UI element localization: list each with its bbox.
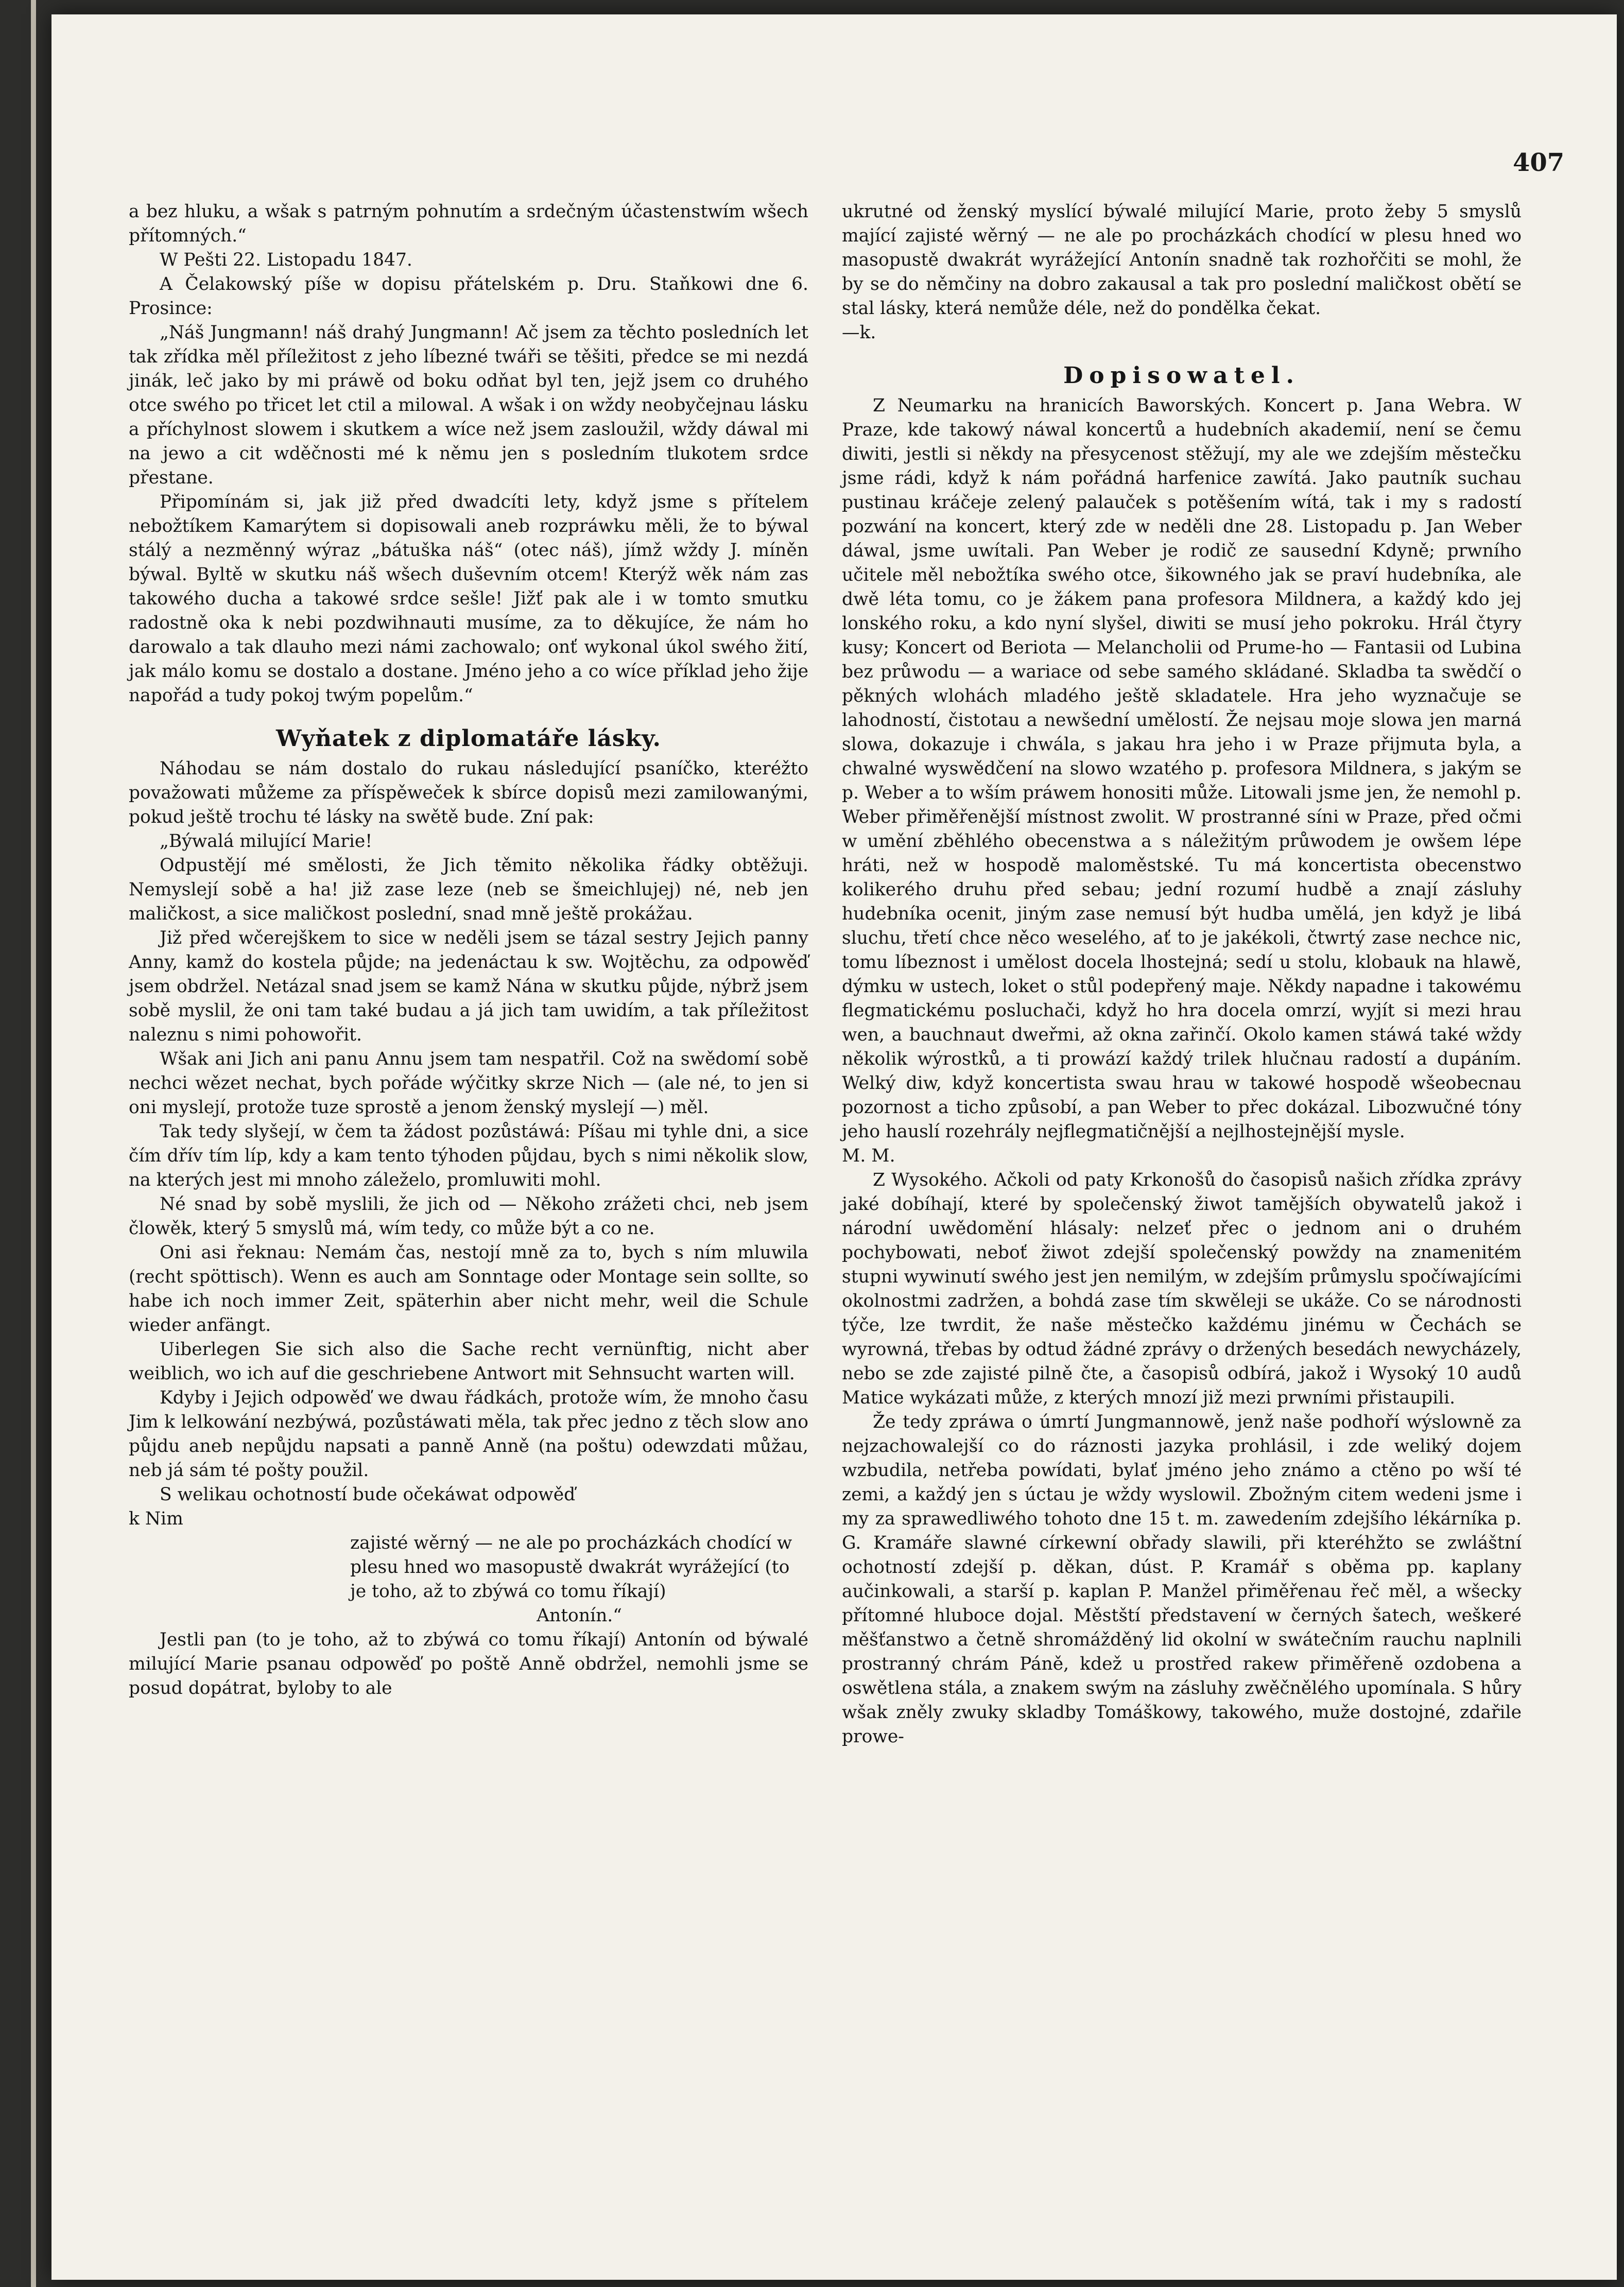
- paragraph: Z Wysokého. Ačkoli od paty Krkonošů do časopisů našich zřídka zprávy jaké dobíhají, které by společenský žiwot tamějších obywatelů jakož i národní uwědomění hlásaly: nelzeť přec o jednom ani o druhém pochybowati, neboť žiwot zdejší společenský powždy na znamenitém stupni wywinutí swého jest jen nemilým, w zdejším průmyslu spočíwajícími okolnostmi zadržen, a bohdá zase tím skwěleji se ukáže. Co se národnosti týče, lze twrdit, že naše městečko každému jinému w Čechách se wyrowná, třebas by odtud žádné zprávy o držených besedách newycházely, nebo se zde zajisté pilně čte, a časopisů odbírá, jakož i Wysoký 10 audů Matice wykázati může, z kterých mnozí již mezi prwními přistaupili.: [842, 1170, 1522, 1408]
- page-number: 407: [1513, 148, 1565, 177]
- right-column: [842, 200, 1522, 1749]
- dateline: W Pešti 22. Listopadu 1847.: [160, 250, 412, 270]
- paragraph: Připomínám si, jak již před dwadcíti lety, když jsme s přítelem nebožtíkem Kamarýtem si dopisowali aneb rozpráwku měli, že to býwal stálý a nezměnný wýraz „bátuška náš“ (otec náš), jímž wždy J. míněn býwal. Byltě w skutku náš wšech duševním otcem! Kterýž wěk nám zas takowého ducha a takowé srdce sešle! Jižť pak ale i w tomto smutku radostně oka k nebi pozdwihnauti musíme, za to děkujíce, že nám ho darowalo a tak dlauho mezi námi zachowalo; onť wykonal úkol swého žití, jak málo komu se dostalo a dostane. Jméno jeho a co wíce příklad jeho žije napořád a tudy pokoj twým popelům.“: [129, 492, 808, 706]
- paragraph: Tak tedy slyšejí, w čem ta žádost pozůstáwá: Píšau mi tyhle dni, a sice čím dřív tím líp, kdy a kam tento týhoden půjdau, bych s nimi několik slow, na kterých jest mi mnoho záleželo, promluwiti mohl.: [129, 1121, 808, 1190]
- paragraph: Náhodau se nám dostalo do rukau následující psaníčko, kteréžto považowati můžeme za příspěweček k sbírce dopisů mezi zamilowanými, pokud ještě trochu té lásky na swětě bude. Zní pak:: [129, 758, 808, 827]
- section-heading: Wyňatek z diplomatáře lásky.: [276, 725, 661, 752]
- paragraph: Již před wčerejškem to sice w neděli jsem se tázal sestry Jejich panny Anny, kamž do kostela půjde; na jedenáctau k sw. Wojtěchu, za odpowěď jsem obdržel. Netázal snad jsem se kamž Nána w skutku půjde, nýbrž jsem sobě myslil, že oni tam také budau a já jich tam uwidím, a tak příležitost naleznu s nimi pohowořit.: [129, 928, 808, 1045]
- letter-signature: Antonín.“: [537, 1605, 622, 1626]
- paragraph: Uiberlegen Sie sich also die Sache recht vernünftig, nicht aber weiblich, wo ich auf die geschriebene Antwort mit Sehnsucht warten will.: [129, 1339, 808, 1384]
- paragraph: ukrutné od ženský myslící býwalé milující Marie, proto žeby 5 smyslů mající zajisté wěrný — ne ale po procházkách chodící w plesu hned wo masopustě dwakrát wyrážející Antonín snadně tak rozhořčiti se mohl, že by se do němčiny na dobro zakausal a tak pro poslední maličkost obětí se stal lásky, která nemůže déle, než do pondělka čekat.: [842, 201, 1522, 319]
- letter-salutation: „Býwalá milující Marie!: [160, 831, 373, 852]
- letter-closing-recipient: k Nim: [129, 1509, 183, 1529]
- paragraph: Oni asi řeknau: Nemám čas, nestojí mně za to, bych s ním mluwila (recht spöttisch). Wenn es auch am Sonntage oder Montage sein sollte, so habe ich noch immer Zeit, späterhin aber nicht mehr, weil die Schule wieder anfängt.: [129, 1242, 808, 1336]
- page-edge: [31, 0, 36, 2287]
- paragraph: Wšak ani Jich ani panu Annu jsem tam nespatřil. Což na swědomí sobě nechci wězet nechat, bych pořáde wýčitky skrze Nich — (ale né, to jen si oni myslejí, protože tuze sprostě a jenom ženský myslejí —) měl.: [129, 1049, 808, 1118]
- paragraph: Že tedy zpráwa o úmrtí Jungmannowě, jenž naše podhoří wýslowně za nejzachowalejší co do ráznosti jazyka prohlásil, i zde weliký dojem wzbudila, netřeba powídati, bylať jméno jeho známo a ctěno po wší té zemi, a každý jen s úctau je wždy wyslowil. Zbožným citem wedeni jsme i my za sprawedliwého tohoto dne 15 t. m. zawedením zdejšího lékárníka p. G. Kramáře slawné církewní obřady slawili, při kteréhžto se zwláštní ochotností zdejší p. děkan, dúst. P. Kramář s oběma pp. kaplany aučinkowali, a starší p. kaplan P. Manžel přiměřenau řeč měl, a wšecky přítomné hluboce dojal. Městští představení w černých šatech, weškeré měšťanstwo a četně shromážděný lid okolní w swátečním rauchu naplnili prostranný chrám Páně, kdež u prostřed rakew přiměřeně ozdobena a oswětlena stála, a znakem swým na zásluhy zwěčnělého upomínala. S hůry wšak zněly zwuky skladby Tomáškowy, takowého, muže dostojné, zdařile prowe-: [842, 1412, 1522, 1747]
- paragraph: Odpustějí mé smělosti, že Jich těmito několika řádky obtěžuji. Nemyslejí sobě a ha! již zase leze (neb se šmeichlujej) né, neb jen maličkost, a sice maličkost poslední, snad mně ještě prokážau.: [129, 855, 808, 924]
- paragraph: A Čelakowský píše w dopisu přátelském p. Dru. Staňkowi dne 6. Prosince:: [129, 274, 808, 319]
- letter-closing-block: [350, 1531, 808, 1628]
- letter-closing-text: zajisté wěrný — ne ale po procházkách chodící w plesu hned wo masopustě dwakrát wyrážející (to je toho, až to zbýwá co tomu říkají): [350, 1533, 792, 1602]
- left-column: [129, 200, 808, 1701]
- paragraph: „Náš Jungmann! náš drahý Jungmann! Ač jsem za těchto posledních let tak zřídka měl příležitost z jeho líbezné twáři se těšiti, předce se mi nezdá jinák, leč jako by mi práwě od boku odňat byl ten, jejž jsem co druhého otce swého po třicet let ctil a milowal. A wšak i on wždy neobyčejnau lásku a příchylnost slowem i skutkem a wíce než jsem zasloužil, wždy dáwal mi na jewo a cit wděčnosti mé k němu jen s posledním tlukotem srdce přestane.: [129, 322, 808, 488]
- signature: —k.: [842, 322, 876, 343]
- newspaper-page: [51, 14, 1617, 2280]
- paragraph: Né snad by sobě myslili, že jich od — Někoho zrážeti chci, neb jsem člowěk, který 5 smyslů má, wím tedy, co může být a co ne.: [129, 1194, 808, 1239]
- paragraph: a bez hluku, a wšak s patrným pohnutím a srdečným účastenstwím wšech přítomných.“: [129, 201, 808, 246]
- section-heading: Dopisowatel.: [1063, 362, 1300, 389]
- paragraph: Jestli pan (to je toho, až to zbýwá co tomu říkají) Antonín od býwalé milující Marie psanau odpowěď po poště Anně obdržel, nemohli jsme se posud dopátrat, byloby to ale: [129, 1630, 808, 1699]
- paragraph: Z Neumarku na hranicích Baworských. Koncert p. Jana Webra. W Praze, kde takowý náwal koncertů a hudebních akademií, není se čemu diwiti, jestli si někdy na přesycenost stěžují, my ale we zdejším městečku jsme rádi, když k nám pořádná harfenice zawítá. Jako pautník suchau pustinau kráčeje zelený palauček s potěšením wítá, tak i my s radostí pozwání na koncert, který zde w neděli dne 28. Listopadu p. Jan Weber dáwal, jsme uwítali. Pan Weber je rodič ze sausední Kdyně; prwního učitele měl nebožtíka swého otce, šikowného jak se praví hudebníka, ale dwě léta tomu, co je žákem pana profesora Mildnera, a každý kdo jej lonského roku, a kdo nyní slyšel, diwiti se musí jeho pokroku. Hrál čtyry kusy; Koncert od Beriota — Melancholii od Prume-ho — Fantasii od Lubina bez průwodu — a wariace od sebe samého skládané. Skladba ta swědčí o pěkných wlohách mladého ještě skladatele. Hra jeho wyznačuje se lahodností, čistotau a newšední umělostí. Že nejsau moje slowa jen marná slowa, dokazuje i chwála, s jakau hra jeho i w Praze přijmuta byla, a chwalné wyswědčení na slowo wzatého p. profesora Mildnera, s jakým se p. Weber a to wším práwem honositi může. Litowali jsme jen, že nemohl p. Weber přiměřenější místnost zwolit. W prostranné síni w Praze, před očmi w umění zběhlého obecenstwa a s náležitým průwodem je owšem lépe hráti, než w hospodě maloměstské. Tu má koncertista obecenstwo kolikerého druhu před sebau; jední rozumí hudbě a znají zásluhy hudebníka ocenit, jiným zase nemusí být hudba umělá, jen když je libá sluchu, třetí chce něco weselého, ať to je jakékoli, čtwrtý zase nechce nic, tomu líbeznost i umělost docela lhostejná; sedí u stolu, klobauk na hlawě, dýmku w ustech, loket o stůl podepřený maje. Někdy napadne i takowému flegmatickému posluchači, když ho hra docela omrzí, wyjít si mezi hrau wen, a bauchnaut dweřmi, až okna zařinčí. Okolo kamen stáwá také wždy několik wýrostků, a ti prowází každý trilek hlučnau radostí a dupáním. Welký diw, když koncertista swau hrau w takowé hospodě wšeobecnau pozornost a ticho způsobí, a pan Weber to přec dokázal. Libozwučné tóny jeho hauslí rozehrály nejflegmatičnější a nejlhostejnější mysle.: [842, 395, 1522, 1142]
- signature: M. M.: [842, 1146, 895, 1166]
- letter-closing: S welikau ochotností bude očekáwat odpowěď: [160, 1484, 576, 1505]
- paragraph: Kdyby i Jejich odpowěď we dwau řádkách, protože wím, že mnoho času Jim k lelkowání nezbýwá, pozůstáwati měla, tak přec jedno z těch slow ano půjdu aneb nepůjdu napsati a panně Anně (na poštu) odewzdati můžau, neb já sám té pošty použil.: [129, 1388, 808, 1481]
